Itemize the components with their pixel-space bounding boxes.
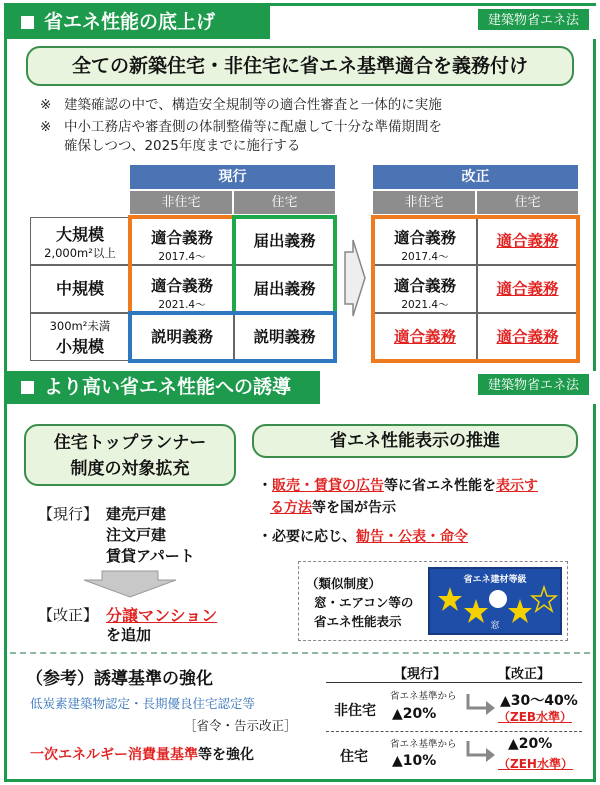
row-nonres-revised: ▲30～40% <box>500 693 578 709</box>
revised-small-nonres: 適合義務 <box>373 313 477 361</box>
section3-left1: 低炭素建築物認定・長期優良住宅認定等 <box>30 696 256 711</box>
note-1: ※ 建築確認の中で、構造安全規制等の適合性審査と一体的に実施 <box>40 97 442 113</box>
similar-text: （類似制度） 窓・エアコン等の 省エネ性能表示 <box>306 576 414 629</box>
row-res-label: 住宅 <box>340 749 368 765</box>
law-tag-1: 建築物省エネ法 <box>477 8 590 31</box>
row-res-from: 省エネ基準から <box>390 739 457 750</box>
current-medium-res: 届出義務 <box>234 265 335 313</box>
section1-title: 省エネ性能の底上げ <box>7 6 267 39</box>
row-res-revised: ▲20% <box>508 736 553 752</box>
row-res-current: ▲10% <box>392 753 437 769</box>
note-2: ※ 中小工務店や審査側の体制整備等に配慮して十分な準備期間を <box>40 119 442 135</box>
revised-header: 改正 <box>373 165 578 189</box>
revised-item: 分譲マンション <box>106 606 218 625</box>
section3-left2: ［省令・告示改正］ <box>184 718 297 733</box>
row-nonres-label: 非住宅 <box>334 703 376 719</box>
section3-left3: 一次エネルギー消費量基準等を強化 <box>30 747 254 763</box>
current-large-nonres: 適合義務 2017.4～ <box>130 217 234 265</box>
highlight-blue-current <box>128 311 337 363</box>
revised-large-res: 適合義務 <box>477 217 578 265</box>
row-large: 大規模 2,000m²以上 <box>30 217 130 265</box>
revised-large-nonres: 適合義務 2017.4～ <box>373 217 477 265</box>
highlight-orange-revised <box>371 215 580 363</box>
revised-col-nonres: 非住宅 <box>373 191 475 214</box>
revised-suffix: を追加 <box>106 626 152 644</box>
law-tag-2: 建築物省エネ法 <box>477 373 590 396</box>
row-nonres-from: 省エネ基準から <box>390 691 457 702</box>
bullet-2: ・必要に応じ、勧告・公表・命令 <box>258 529 468 545</box>
current-list: 【現行】 <box>38 505 99 523</box>
row-nonres-current: ▲20% <box>392 706 437 722</box>
note-3: 確保しつつ、2025年度までに施行する <box>64 138 301 154</box>
col-current: 【現行】 <box>394 667 447 682</box>
highlight-green-current <box>232 215 337 315</box>
arrow-right-icon <box>343 238 367 318</box>
current-header: 現行 <box>130 165 335 189</box>
col-revised: 【改正】 <box>498 667 551 682</box>
section2-title: より高い省エネ性能への誘導 <box>7 371 317 404</box>
section3-title: （参考）誘導基準の強化 <box>26 669 213 689</box>
current-small-res: 説明義務 <box>234 313 335 361</box>
toprunner-pill: 住宅トップランナー 制度の対象拡充 <box>24 424 236 486</box>
row-small: 300m²未満 小規模 <box>30 313 130 361</box>
current-col-res: 住宅 <box>234 191 335 214</box>
arrow-down-icon <box>82 570 178 598</box>
row-nonres-level: （ZEB水準） <box>498 710 573 724</box>
energy-label-badge: 省エネ建材等級 窓 <box>428 567 562 635</box>
arrow-right-icon <box>464 690 496 722</box>
current-small-nonres: 説明義務 <box>130 313 234 361</box>
display-pill: 省エネ性能表示の推進 <box>252 424 578 458</box>
current-medium-nonres: 適合義務 2021.4～ <box>130 265 234 313</box>
headline: 全ての新築住宅・非住宅に省エネ基準適合を義務付け <box>26 46 574 86</box>
current-large-res: 届出義務 <box>234 217 335 265</box>
square-icon <box>21 381 34 394</box>
revised-medium-res: 適合義務 <box>477 265 578 313</box>
revised-medium-nonres: 適合義務 2021.4～ <box>373 265 477 313</box>
revised-col-res: 住宅 <box>477 191 578 214</box>
revised-label: 【改正】 <box>38 606 99 624</box>
highlight-orange-current <box>128 215 236 315</box>
current-col-nonres: 非住宅 <box>130 191 232 214</box>
row-medium: 中規模 <box>30 265 130 313</box>
row-res-level: （ZEH水準） <box>498 757 573 771</box>
current-items: 建売戸建 注文戸建 賃貸アパート <box>106 505 195 565</box>
arrow-right-icon <box>464 737 496 769</box>
bullet-1: ・販売・賃貸の広告等に省エネ性能を表示す る方法等を国が告示 <box>258 478 538 516</box>
square-icon <box>21 16 34 29</box>
revised-small-res: 適合義務 <box>477 313 578 361</box>
